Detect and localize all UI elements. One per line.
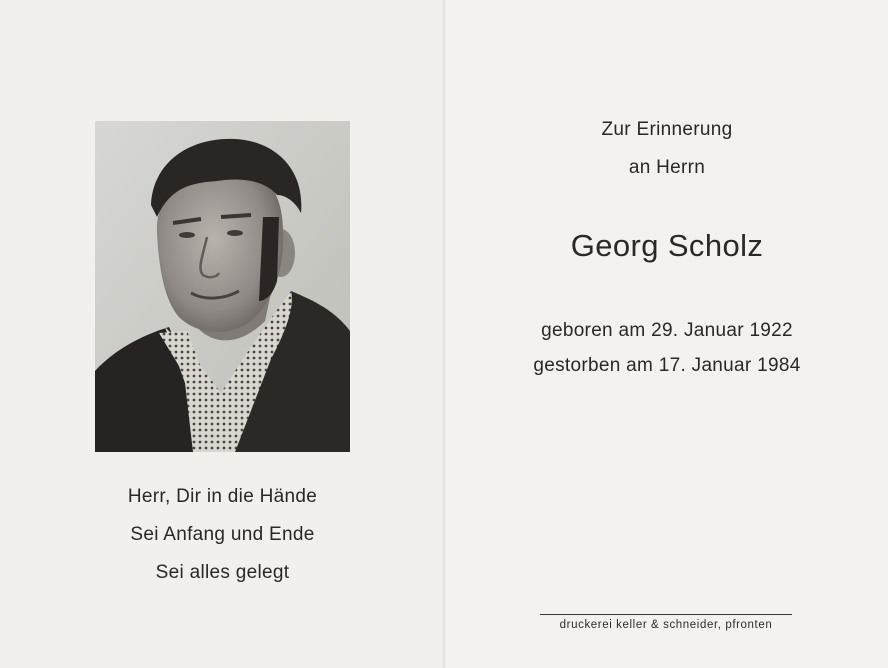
verse-line-2: Sei Anfang und Ende	[130, 524, 315, 545]
portrait-photo	[95, 121, 350, 452]
birth-date: geboren am 29. Januar 1922	[541, 320, 793, 341]
death-date: gestorben am 17. Januar 1984	[533, 355, 801, 376]
verse-line-3: Sei alles gelegt	[155, 562, 290, 583]
deceased-name: Georg Scholz	[570, 228, 764, 263]
verse-line-1: Herr, Dir in die Hände	[127, 486, 318, 507]
intro-line-1: Zur Erinnerung	[601, 119, 733, 140]
printer-divider	[540, 614, 792, 615]
intro-line-2: an Herrn	[628, 157, 706, 178]
printer-credit: druckerei keller & schneider, pfronten	[559, 619, 773, 631]
